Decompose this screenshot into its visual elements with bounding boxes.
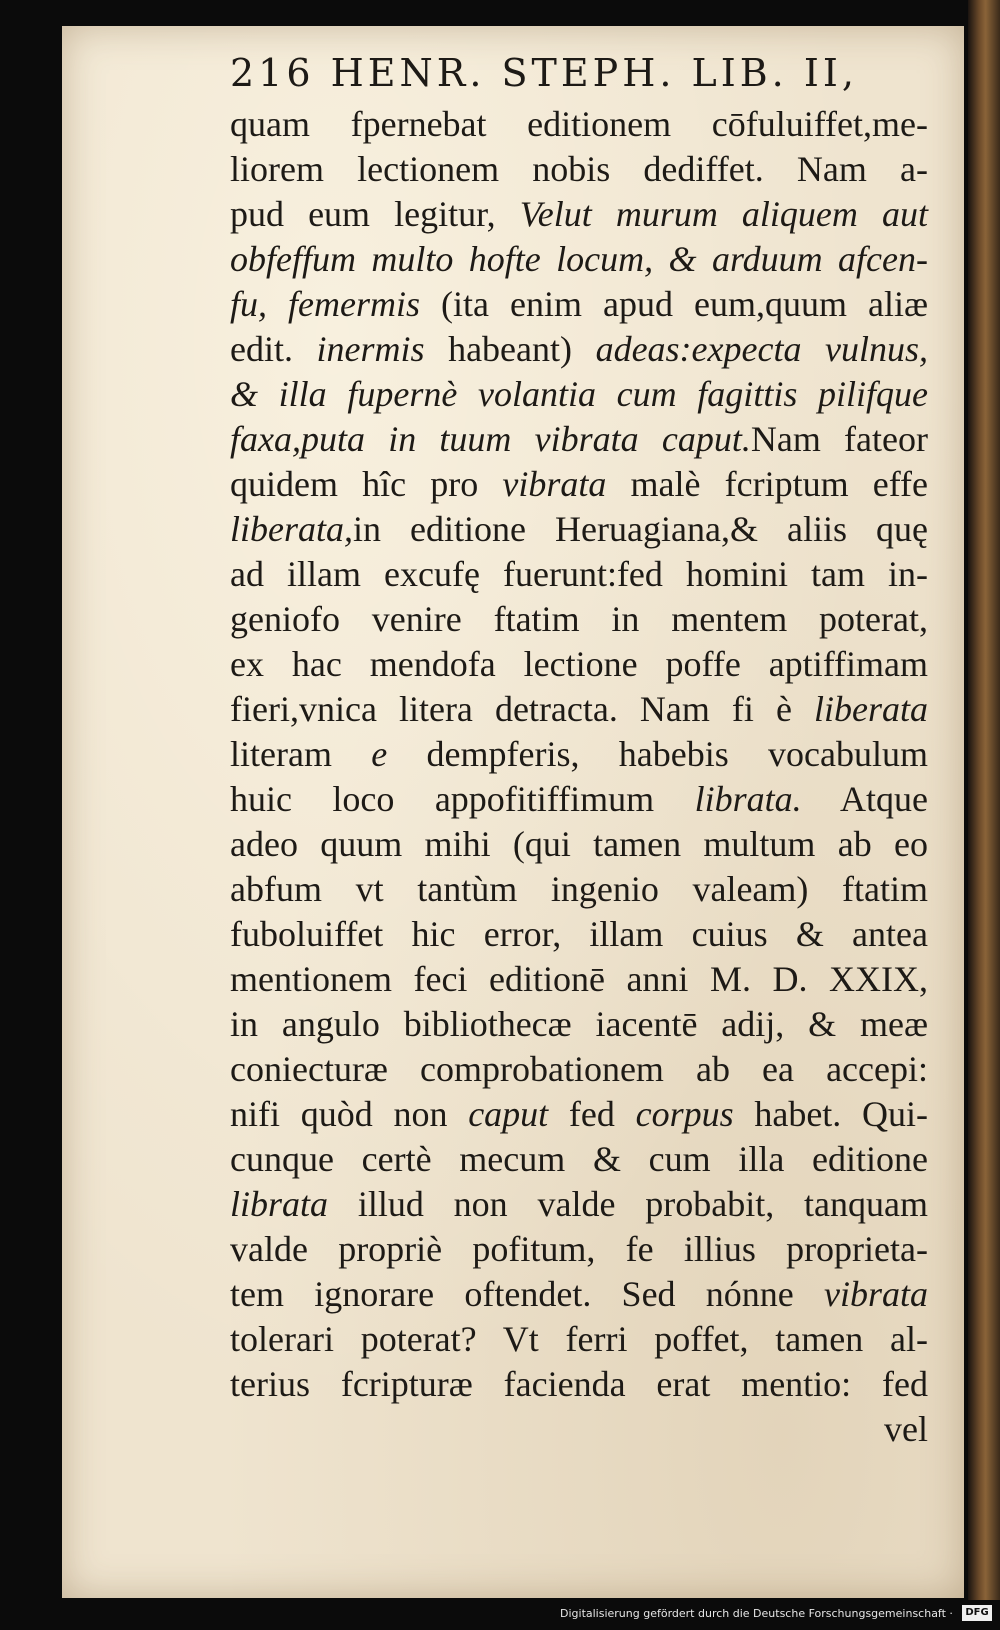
text-line (230, 912, 928, 957)
text-line (230, 642, 928, 687)
roman-text: pud eum legitur, (230, 194, 520, 234)
text-line (230, 1047, 928, 1092)
italic-text: & illa fupernè volantia cum fagittis pilifque (230, 374, 928, 414)
text-line (230, 732, 928, 777)
text-line (230, 1002, 928, 1047)
text-line (230, 1137, 928, 1182)
text-line (230, 237, 928, 282)
roman-text: vel (884, 1409, 928, 1449)
roman-text: quam fpernebat editionem cōfuluiffet,me- (230, 104, 928, 144)
roman-text: fieri,vnica litera detracta. Nam fi è (230, 689, 814, 729)
roman-text: malè fcriptum effe (606, 464, 928, 504)
roman-text: mentionem feci editionē anni M. D. XXIX, (230, 959, 928, 999)
roman-text: nifi quòd non (230, 1094, 469, 1134)
italic-text: liberata (814, 689, 928, 729)
text-line (230, 1362, 928, 1407)
body-text (230, 102, 928, 1452)
roman-text: literam (230, 734, 372, 774)
roman-text: terius fcripturæ facienda erat mentio: fed (230, 1364, 928, 1404)
text-line (230, 462, 928, 507)
italic-text: vibrata (502, 464, 607, 504)
roman-text: coniecturæ comprobationem ab ea accepi: (230, 1049, 928, 1089)
roman-text: abfum vt tantùm ingenio valeam) ftatim (230, 869, 928, 909)
digitization-credit: Digitalisierung gefördert durch die Deutsche Forschungsgemeinschaft · (560, 1607, 953, 1620)
text-line (230, 1227, 928, 1272)
dfg-logo: DFG (962, 1605, 992, 1621)
roman-text: tem ignorare oftendet. Sed nónne (230, 1274, 824, 1314)
roman-text: geniofo venire ftatim in mentem poterat, (230, 599, 928, 639)
roman-text: adeo quum mihi (qui tamen multum ab eo (230, 824, 928, 864)
roman-text: fuboluiffet hic error, illam cuius & antea (230, 914, 928, 954)
text-line (230, 822, 928, 867)
text-line (230, 507, 928, 552)
text-line (230, 327, 928, 372)
roman-text: Nam fateor (750, 419, 928, 459)
italic-text: Velut murum aliquem aut (519, 194, 928, 234)
text-line (230, 1317, 928, 1362)
italic-text: obfeffum multo hofte locum, & arduum afcen- (230, 239, 928, 279)
roman-text: illud non valde probabit, tanquam (328, 1184, 928, 1224)
text-line (230, 597, 928, 642)
running-header: 216 HENR. STEPH. LIB. II, (230, 51, 858, 95)
book-edge (968, 0, 1000, 1600)
text-line (230, 1092, 928, 1137)
roman-text: tolerari poterat? Vt ferri poffet, tamen al- (230, 1319, 928, 1359)
roman-text: habet. Qui- (733, 1094, 929, 1134)
roman-text: valde propriè pofitum, fe illius proprieta- (230, 1229, 928, 1269)
text-line (230, 147, 928, 192)
roman-text: quidem hîc pro (230, 464, 503, 504)
italic-text: e (371, 734, 388, 774)
text-line (230, 552, 928, 597)
italic-text: caput (468, 1094, 549, 1134)
text-line (230, 687, 928, 732)
text-line (230, 867, 928, 912)
text-line (230, 417, 928, 462)
italic-text: vibrata (824, 1274, 928, 1314)
roman-text: in angulo bibliothecæ iacentē adij, & meæ (230, 1004, 928, 1044)
text-line (230, 1407, 928, 1452)
roman-text: huic loco appofitiffimum (230, 779, 695, 819)
page-text-block (230, 44, 928, 1452)
roman-text: liorem lectionem nobis dediffet. Nam a- (230, 149, 928, 189)
text-line (230, 777, 928, 822)
roman-text: (ita enim apud eum,quum aliæ (420, 284, 928, 324)
italic-text: adeas:expecta vulnus, (595, 329, 928, 369)
italic-text: liberata, (230, 509, 353, 549)
text-line (230, 957, 928, 1002)
italic-text: fu, femermis (230, 284, 420, 324)
italic-text: faxa,puta in tuum vibrata caput. (230, 419, 751, 459)
italic-text: inermis (316, 329, 425, 369)
text-line (230, 102, 928, 147)
roman-text: cunque certè mecum & cum illa editione (230, 1139, 928, 1179)
roman-text: Atque (801, 779, 928, 819)
italic-text: librata. (694, 779, 802, 819)
text-line (230, 1272, 928, 1317)
italic-text: corpus (635, 1094, 734, 1134)
text-line (230, 1182, 928, 1227)
roman-text: edit. (230, 329, 317, 369)
text-line (230, 192, 928, 237)
text-line (230, 282, 928, 327)
roman-text: ex hac mendofa lectione poffe aptiffimam (230, 644, 928, 684)
roman-text: ad illam excufę fuerunt:fed homini tam in- (230, 554, 928, 594)
roman-text: habeant) (424, 329, 596, 369)
text-line (230, 372, 928, 417)
roman-text: fed (548, 1094, 636, 1134)
roman-text: in editione Heruagiana,& aliis quę (353, 509, 928, 549)
roman-text: dempferis, habebis vocabulum (387, 734, 928, 774)
italic-text: librata (230, 1184, 329, 1224)
